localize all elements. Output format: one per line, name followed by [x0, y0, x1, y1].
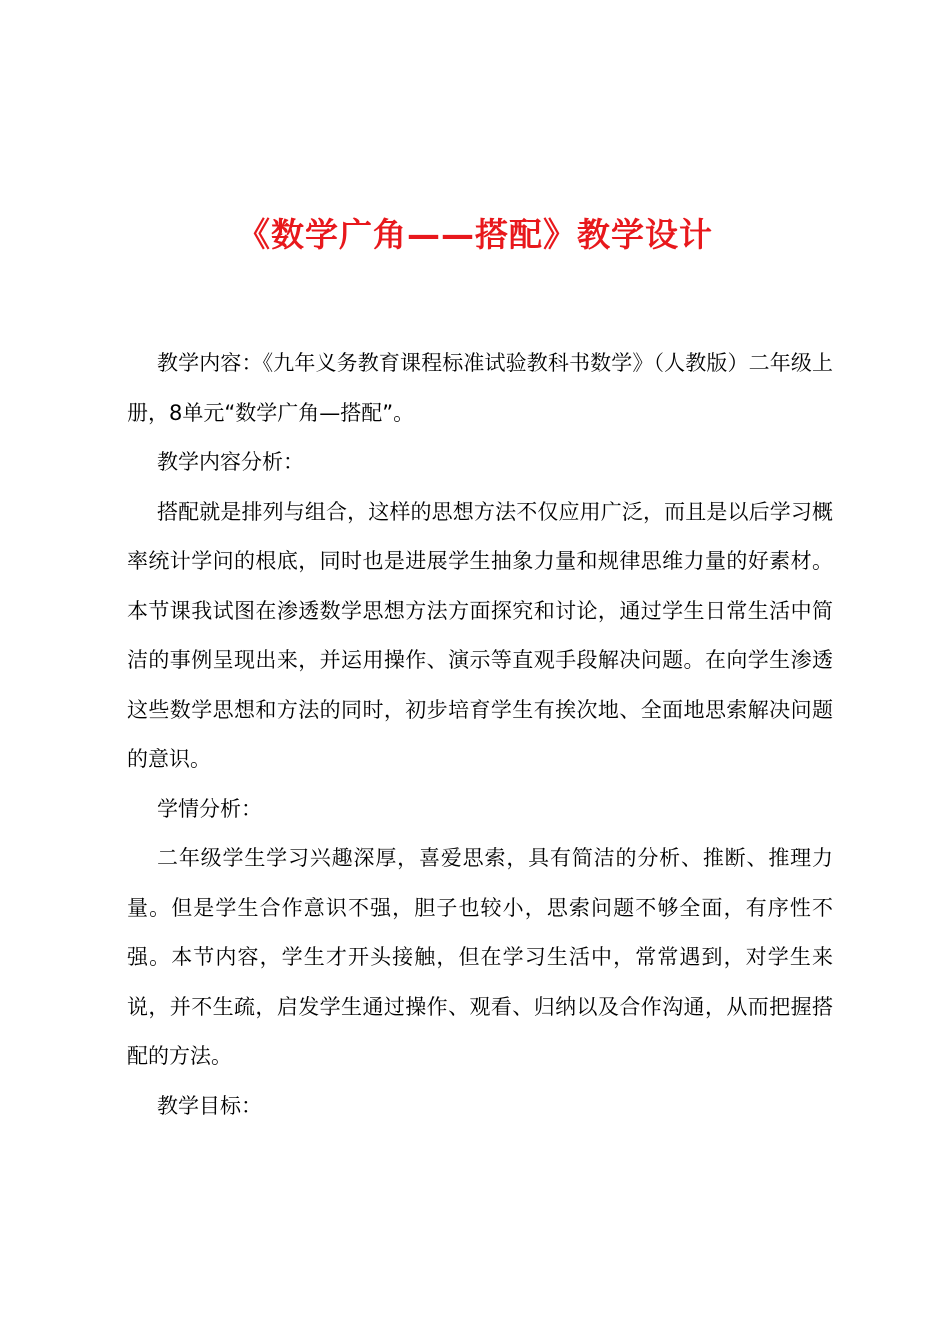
student-analysis-heading: 学情分析： [157, 796, 262, 821]
document-body [127, 339, 833, 1131]
content-analysis-heading: 教学内容分析： [157, 450, 304, 474]
teaching-content-paragraph: 教学内容：《九年义务教育课程标准试验教科书数学》（人教版）二年级上册，8单元“数学广角—搭配”。 [127, 351, 833, 425]
document-title: 《数学广角——搭配》教学设计 [237, 215, 713, 254]
teaching-goals-heading: 教学目标： [157, 1093, 262, 1118]
student-analysis-paragraph: 二年级学生学习兴趣深厚，喜爱思索，具有简洁的分析、推断、推理力量。但是学生合作意识不强，胆子也较小，思索问题不够全面，有序性不强。本节内容，学生才开头接触，但在学习生活中，常常遇到，对学生来说，并不生疏，启发学生通过操作、观看、归纳以及合作沟通，从而把握搭配的方法。 [127, 846, 833, 1068]
content-analysis-paragraph: 搭配就是排列与组合，这样的思想方法不仅应用广泛，而且是以后学习概率统计学问的根底，同时也是进展学生抽象力量和规律思维力量的好素材。本节课我试图在渗透数学思想方法方面探究和讨论，通过学生日常生活中简洁的事例呈现出来，并运用操作、演示等直观手段解决问题。在向学生渗透这些数学思想和方法的同时，初步培育学生有挨次地、全面地思索解决问题的意识。 [127, 499, 833, 771]
